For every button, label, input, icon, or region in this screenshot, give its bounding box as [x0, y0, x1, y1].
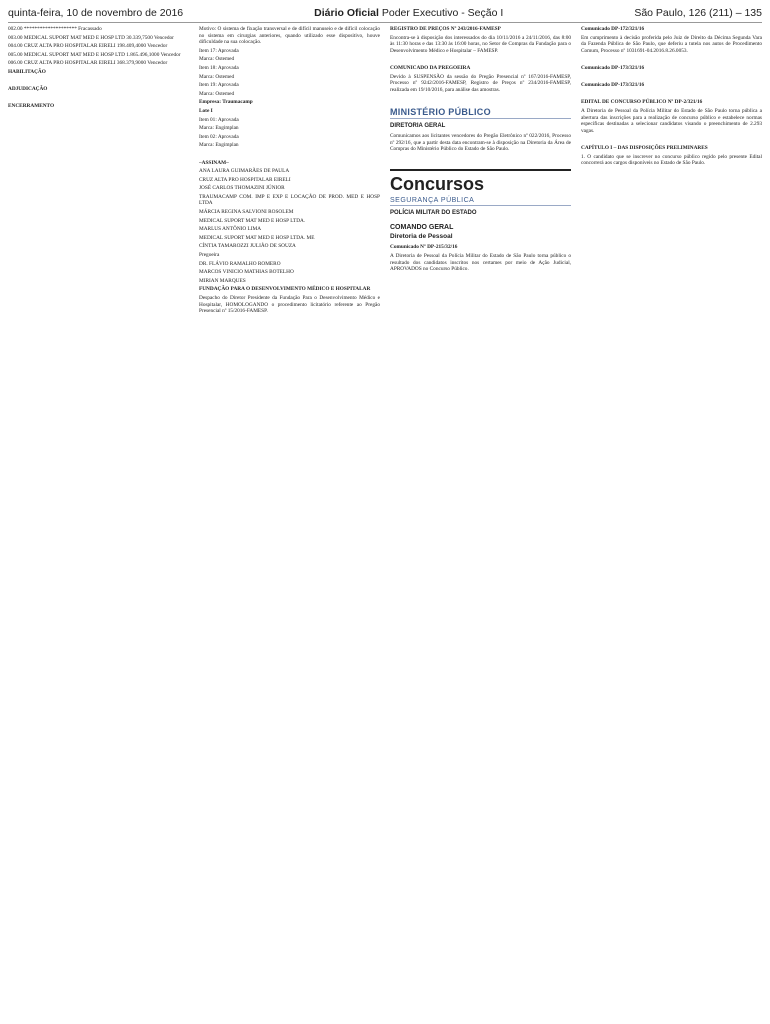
- item-line: Marca: Ostemed: [199, 73, 235, 80]
- signature-name: MARLUS ANTÔNIO LIMA: [199, 226, 262, 233]
- item-line: Marca: Ostemed: [199, 56, 235, 63]
- signature-heading: –ASSINAM–: [199, 159, 229, 166]
- text-filler: [390, 56, 571, 63]
- section-heading: ADJUDICAÇÃO: [8, 86, 48, 93]
- item-line: Item 17: Aprovada: [199, 47, 239, 54]
- item-line: Lote I: [199, 107, 213, 114]
- paragraph-title: REGISTRO DE PREÇOS Nº 243/2016-FAMESP: [390, 26, 501, 32]
- paragraph: 002.00 ******************** Fracassado: [8, 26, 102, 32]
- item-line: Marca: Engimplan: [199, 142, 239, 149]
- text-filler: [581, 169, 762, 176]
- item-line: Empresa: Traumacamp: [199, 99, 253, 106]
- section-heading: ENCERRAMENTO: [8, 103, 55, 110]
- paragraph: Encontra-se à disposição dos interessados do dia 10/11/2016 a 24/11/2016, das 8:00 às 11:30 horas e das 13:30 às 16:00 horas, no Setor de Compras da Fundação para o Desenvolvimento Médico e Hospitalar – FAMESP.: [390, 34, 571, 54]
- signature-org: CRUZ ALTA PRO HOSPITALAR EIRELI: [199, 176, 291, 183]
- paragraph-title: EDITAL DE CONCURSO PÚBLICO Nº DP-2/321/16: [581, 99, 703, 106]
- subsection-policia-militar: POLÍCIA MILITAR DO ESTADO: [390, 210, 477, 217]
- paragraph-title: Comunicado Nº DP-215/32/16: [390, 244, 458, 251]
- text-filler: [581, 74, 762, 81]
- signature-name: ANA LAURA GUIMARÃES DE PAULA: [199, 168, 290, 175]
- diretoria-pessoal-title: Diretoria de Pessoal: [390, 233, 453, 241]
- header-journal: [314, 7, 503, 19]
- text-filler: [199, 151, 380, 158]
- text-filler: [8, 78, 189, 85]
- text-filler: [581, 56, 762, 63]
- section-heading: HABILITAÇÃO: [8, 68, 46, 75]
- page-header: [8, 4, 762, 23]
- signature-name: MIRIAN MARQUES: [199, 277, 246, 284]
- item-line: Marca: Engimplan: [199, 125, 239, 132]
- signature-org: TRAUMACAMP COM. IMP E EXP E LOCAÇÃO DE PROD. MED E HOSP LTDA: [199, 193, 380, 207]
- column-4: [581, 26, 762, 1018]
- paragraph-title: Comunicado DP-173/321/16: [581, 82, 645, 89]
- subsection-seguranca-publica: SEGURANÇA PÚBLICA: [390, 196, 571, 206]
- item-line: Marca: Ostemed: [199, 90, 235, 97]
- paragraph-title: Comunicado DP-173/321/16: [581, 64, 645, 71]
- section-heading: FUNDAÇÃO PARA O DESENVOLVIMENTO MÉDICO E HOSPITALAR: [199, 286, 371, 293]
- item-line: Item 02: Aprovada: [199, 133, 239, 140]
- header-journal-name: Diário Oficial: [314, 7, 379, 19]
- signature-org: MEDICAL SUPORT MAT MED E HOSP LTDA. ME: [199, 234, 315, 241]
- text-filler: [390, 155, 571, 162]
- section-concursos: Concursos: [390, 169, 571, 194]
- text-filler: [199, 317, 380, 324]
- item-line: Item 18: Aprovada: [199, 64, 239, 71]
- subsection-diretoria-geral: DIRETORIA GERAL: [390, 122, 446, 129]
- text-filler: [390, 95, 571, 102]
- comando-geral-title: COMANDO GERAL: [390, 224, 454, 232]
- section-ministerio-publico: MINISTÉRIO PÚBLICO: [390, 107, 571, 119]
- header-issue: São Paulo, 126 (211) – 135: [634, 7, 762, 19]
- paragraph: A Diretoria de Pessoal da Polícia Militar do Estado de São Paulo torna público o resultado dos candidatos inscritos nos certames por meio de Ação Judicial, APROVADOS no Concurso Público.: [390, 252, 571, 273]
- text-filler: [390, 275, 571, 282]
- paragraph: A Diretoria de Pessoal da Polícia Militar do Estado de São Paulo torna pública a abertura das inscrições para a realização de concurso público e estabelece normas específicas destinadas a selecionar candidatos visando o preenchimento de 2.293 vagas.: [581, 107, 762, 134]
- paragraph: 1. O candidato que se inscrever no concurso público regido pelo presente Edital concorrerá aos cargos disponíveis no Estado de São Paulo.: [581, 153, 762, 167]
- signature-name: MARCOS VINICIO MATHIAS BOTELHO: [199, 269, 294, 276]
- paragraph-title: COMUNICADO DA PREGOEIRA: [390, 64, 471, 71]
- header-journal-section: Poder Executivo - Seção I: [381, 7, 504, 19]
- item-line: Item 19: Aprovada: [199, 82, 239, 89]
- text-filler: [8, 95, 189, 102]
- paragraph: Motivo: O sistema de fixação transversal e de difícil manuseio e de difícil colocação no sistema em cirurgias anteriores, quando utilizado esse dispositivo, houve dificuldade na sua colocação.: [199, 26, 380, 46]
- chapter-heading: CAPÍTULO I – DAS DISPOSIÇÕES PRELIMINARES: [581, 144, 708, 151]
- paragraph: Comunicamos aos licitantes vencedores do Pregão Eletrônico nº 022/2016, Processo nº 292/16, que a partir desta data encontram-se à disposição na Diretoria da Área de Compras do Ministério Público do Estado de São Paulo.: [390, 132, 571, 153]
- paragraph: Despacho do Diretor Presidente da Fundação Para o Desenvolvimento Médico e Hospitalar, HOMOLOGANDO o procedimento licitatório referente ao Pregão Presencial nº 15/2016-FAMESP.: [199, 295, 380, 315]
- item-line: Item 01: Aprovada: [199, 116, 239, 123]
- paragraph: 004.00 CRUZ ALTA PRO HOSPITALAR EIRELI 198.409,4000 Vencedor: [8, 43, 168, 50]
- header-date: quinta-feira, 10 de novembro de 2016: [8, 7, 184, 19]
- column-2: [199, 26, 380, 1018]
- article-columns: [8, 26, 762, 1018]
- signature-name: JOSÉ CARLOS THOMAZINI JÚNIOR: [199, 185, 285, 192]
- paragraph: Em cumprimento à decisão proferida pelo Juiz de Direito da Décima Segunda Vara da Fazenda Pública de São Paulo, que deferiu a tutela nos autos de Procedimento Comum, Processo nº 1031691-04.2016.8.26.0053.: [581, 34, 762, 54]
- signature-org: Pregoeira: [199, 252, 220, 259]
- paragraph-title: Comunicado DP-172/321/16: [581, 26, 645, 32]
- signature-org: MEDICAL SUPORT MAT MED E HOSP LTDA.: [199, 217, 306, 224]
- signature-name: DR. FLÁVIO RAMALHO ROMERO: [199, 260, 281, 267]
- column-1: [8, 26, 189, 1018]
- paragraph: 005.00 MEDICAL SUPORT MAT MED E HOSP LTD 1.865.496,1000 Vencedor: [8, 51, 181, 58]
- paragraph: 003.00 MEDICAL SUPORT MAT MED E HOSP LTD 30.339,7500 Vencedor: [8, 34, 174, 41]
- signature-name: CÍNTIA TAMAROZZI JULIÃO DE SOUZA: [199, 243, 296, 250]
- signature-name: MÁRCIA REGINA SALVIONI ROSOLEM: [199, 209, 294, 216]
- column-3: [390, 26, 571, 1018]
- text-filler: [581, 136, 762, 143]
- paragraph: 006.00 CRUZ ALTA PRO HOSPITALAR EIRELI 368.379,9000 Vencedor: [8, 60, 168, 67]
- text-filler: [581, 91, 762, 98]
- paragraph: Devido à SUSPENSÃO da sessão do Pregão Presencial nº 167/2016-FAMESP, Processo nº 9242/2016-FAMESP, Registro de Preços nº 234/2016-FAMESP, realizada em 19/10/2016, para análise das amostras.: [390, 73, 571, 93]
